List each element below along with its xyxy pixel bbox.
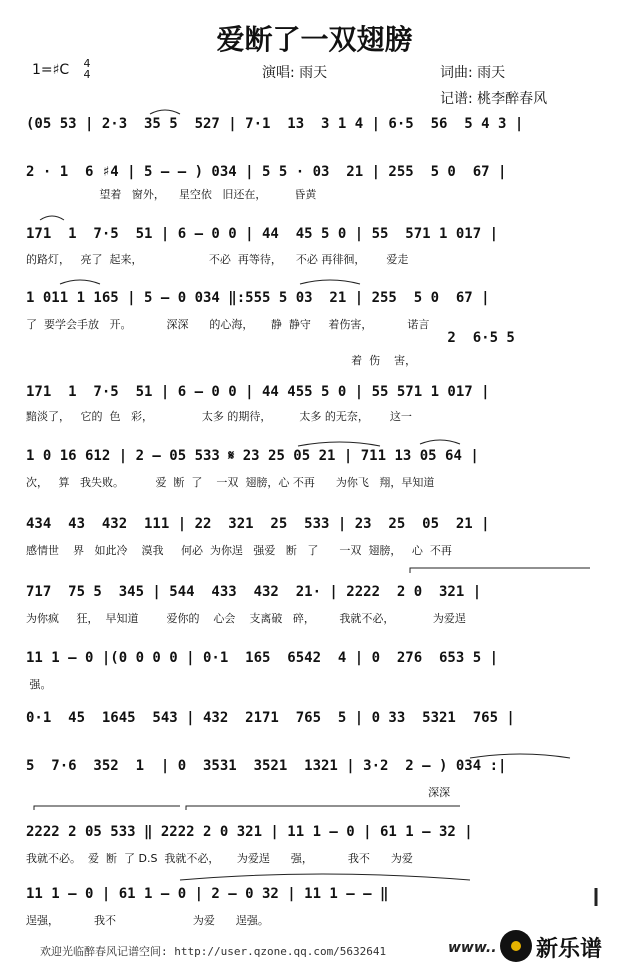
score-line-notes: 2 · 1 6 ♯4 | 5 – – ) 034 | 5 5 · 03 21 | 255 5 0 67 |	[26, 164, 507, 180]
score-line-notes: 2222 2 05 533 ‖ 2222 2 0 321 | 11 1 – 0 | 61 1 – 32 |	[26, 824, 473, 840]
score-line-lyrics: 了 要学会手放 开。 深深 的心海， 静 静守 着伤害， 诺言	[26, 318, 430, 331]
score-line-notes: 717 75 5 345 | 544 433 432 21· | 2222 2 0 321 |	[26, 584, 482, 600]
score-line-lyrics: 深深	[26, 786, 451, 799]
score-line-notes: 0·1 45 1645 543 | 432 2171 765 5 | 0 33 5321 765 |	[26, 710, 515, 726]
time-signature-top: 4	[83, 57, 91, 70]
score-line-lyrics: 感情世 界 如此冷 漠我 何必 为你逞 强爱 断 了 一双 翅膀， 心 不再	[26, 544, 452, 557]
score-line-notes: 1 011 1 165 | 5 – 0 034 ‖:555 5 03 21 | 255 5 0 67 |	[26, 290, 490, 306]
score-line-notes: (05 53 | 2·3 35 5 527 | 7·1 13 3 1 4 | 6·5 56 5 4 3 |	[26, 116, 524, 132]
song-title: 爱断了一双翅膀	[216, 23, 413, 56]
site-watermark: www..	[448, 940, 497, 956]
score-line-lyrics: 逞强， 我不 为爱 逞强。	[26, 914, 269, 927]
site-logo-text: 新乐谱	[536, 937, 603, 962]
score-line-notes: 434 43 432 111 | 22 321 25 533 | 23 25 05 21 |	[26, 516, 490, 532]
score-line-lyrics: 我就不必。 爱 断 了 D.S 我就不必， 为爱逞 强， 我不 为爱	[26, 852, 413, 865]
score-line-notes: 171 1 7·5 51 | 6 – 0 0 | 44 45 5 0 | 55 571 1 017 |	[26, 226, 499, 242]
score-line-lyrics: 为你疯 狂， 早知道 爱你的 心会 支离破 碎， 我就不必， 为爱逞	[26, 612, 466, 625]
score-line-notes: 2 6·5 5	[26, 330, 515, 346]
score-line-lyrics: 的路灯， 亮了 起来， 不必 再等待， 不必 再徘徊， 爱走	[26, 253, 409, 266]
key-signature: 1=♯C	[32, 62, 70, 78]
lyricist-credit: 词曲: 雨天	[440, 65, 506, 81]
score-line-lyrics: 强。	[26, 678, 52, 691]
score-line-notes: 5 7·6 352 1 | 0 3531 3521 1321 | 3·2 2 – ) 034 :|	[26, 758, 507, 774]
footer-text: 欢迎光临醉春风记谱空间: http://user.qzone.qq.com/5632641	[40, 945, 387, 958]
singer-credit: 演唱: 雨天	[262, 65, 328, 81]
time-signature-bottom: 4	[83, 68, 91, 81]
score-line-lyrics: 着 伤 害，	[26, 354, 417, 367]
score-line-lyrics: 望着 窗外， 星空依 旧还在， 昏黄	[26, 188, 317, 201]
score-line-notes: 11 1 – 0 |(0 0 0 0 | 0·1 165 6542 4 | 0 276 653 5 |	[26, 650, 499, 666]
transcriber-credit: 记谱: 桃李醉春风	[440, 91, 548, 107]
score-line-notes: 171 1 7·5 51 | 6 – 0 0 | 44 455 5 0 | 55 571 1 017 |	[26, 384, 490, 400]
score-line-notes: 11 1 – 0 | 61 1 – 0 | 2 – 0 32 | 11 1 – – ‖	[26, 886, 389, 902]
score-line-notes: 1 0 16 612 | 2 – 05 533 𝄋 23 25 05 21 | 711 13 05 64 |	[26, 448, 479, 464]
music-disc-icon	[500, 930, 532, 962]
score-line-lyrics: 次， 算 我失败。 爱 断 了 一双 翅膀，心 不再 为你飞 翔，早知道	[26, 476, 435, 489]
score-line-lyrics: 黯淡了， 它的 色 彩， 太多 的期待， 太多 的无奈， 这一	[26, 410, 412, 423]
time-signature	[82, 58, 92, 80]
